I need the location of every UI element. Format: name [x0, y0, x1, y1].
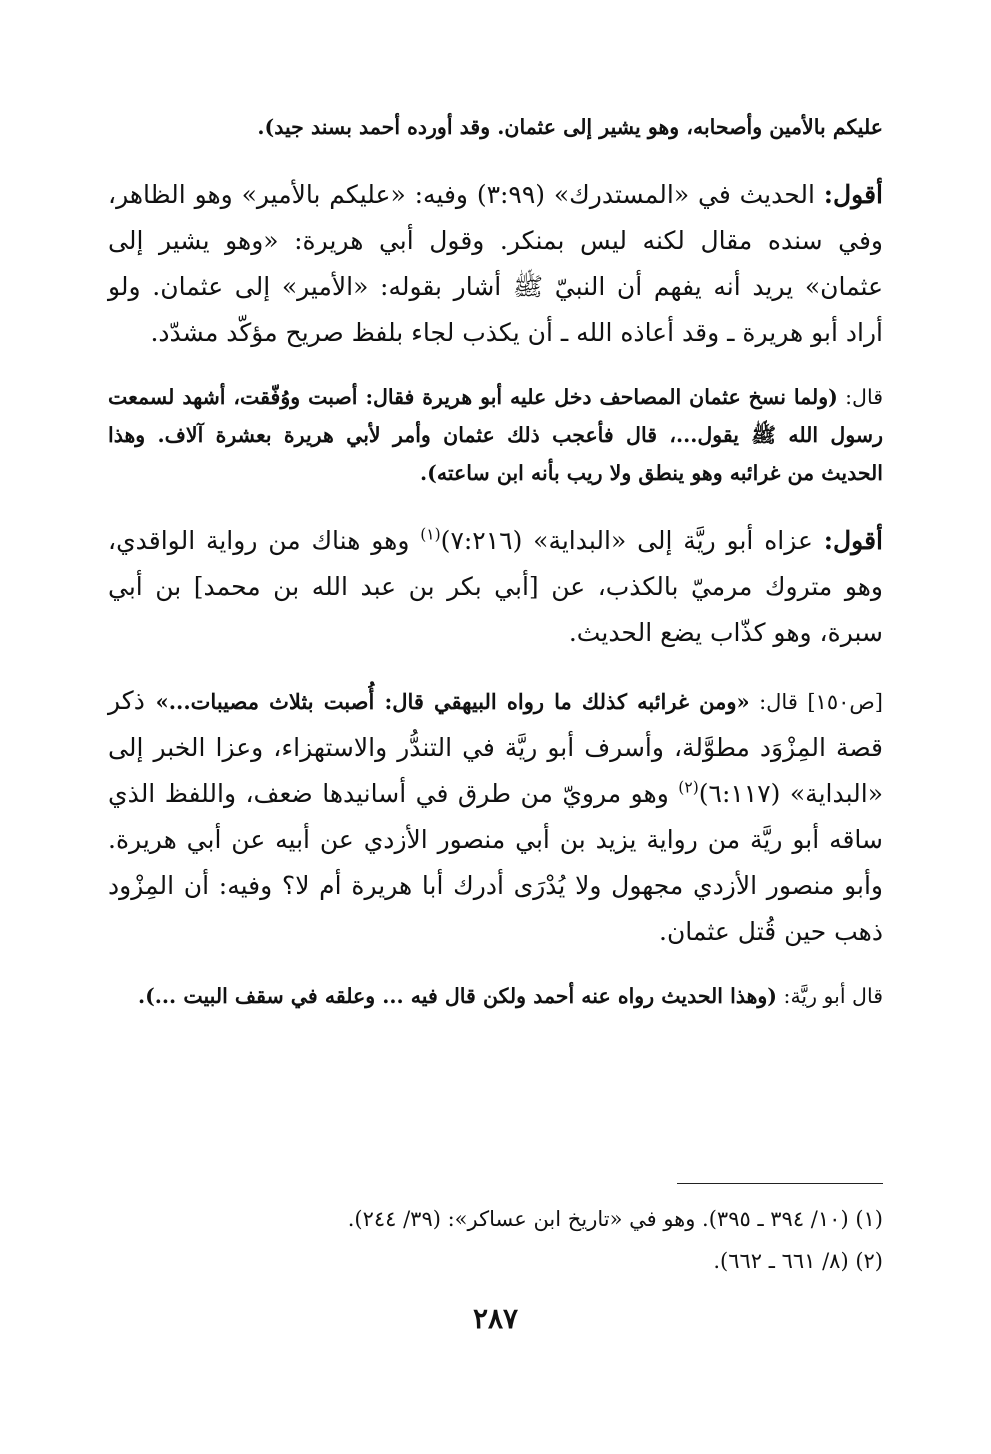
- footnote-ref-1: (١): [420, 525, 441, 544]
- footnotes: [108, 1198, 883, 1282]
- page-ref-intro: [ص١٥٠] قال:: [749, 690, 883, 714]
- paragraph-text: الحديث في «المستدرك» (٣:٩٩) وفيه: «عليكم بالأمير» وهو الظاهر، وفي سنده مقال لكنه ليس بمنكر. وقول أبي هريرة: «وهو يشير إلى عثمان» يريد أنه يفهم أن النبيّ ﷺ أشار بقوله: «الأمير» إلى عثمان. ولو أراد أبو هريرة ـ وقد أعاذه الله ـ أن يكذب لجاء بلفظ صريح مؤكّد مشدّد.: [108, 180, 883, 347]
- paragraph-text: (ولما نسخ عثمان المصاحف دخل عليه أبو هريرة فقال: أصبت ووُفّقت، أشهد لسمعت رسول الله ﷺ يقول...، قال فأعجب ذلك عثمان وأمر لأبي هريرة بعشرة آلاف. وهذا الحديث من غرائبه وهو ينطق ولا ريب بأنه ابن ساعته).: [108, 385, 883, 485]
- paragraph-commentary-1: [108, 172, 883, 356]
- paragraph-lead-word: أقول:: [823, 526, 883, 555]
- paragraph-text: (وهذا الحديث رواه عنه أحمد ولكن قال فيه ... وعلقه في سقف البيت ...).: [137, 984, 778, 1008]
- paragraph-text-after: وهو مرويّ من طرق في أسانيدها ضعف، واللفظ الذي ساقه أبو ريَّة من رواية يزيد بن أبي منصور الأزدي عن أبيه عن أبي هريرة. وأبو منصور الأزدي مجهول ولا يُدْرَى أدرك أبا هريرة أم لا؟ وفيه: أن المِزْود ذهب حين قُتل عثمان.: [108, 779, 883, 946]
- paragraph-commentary-3: [108, 678, 883, 955]
- paragraph-text: عليكم بالأمين وأصحابه، وهو يشير إلى عثمان. وقد أورده أحمد بسند جيد).: [257, 115, 883, 139]
- footnote-2: (٢) (٨/ ٦٦١ ـ ٦٦٢).: [713, 1249, 883, 1273]
- paragraph-quote-2: [108, 378, 883, 492]
- paragraph-commentary-2: [108, 518, 883, 656]
- paragraph-text-after: وهو هناك من رواية الواقدي، وهو متروك مرميّ بالكذب، عن [أبي بكر بن عبد الله بن محمد] بن أبي سبرة، وهو كذّاب يضع الحديث.: [108, 526, 883, 647]
- quote-intro: قال أبو ريَّة:: [777, 984, 883, 1008]
- paragraph-lead-word: أقول:: [823, 180, 883, 209]
- page-number: ٢٨٧: [472, 1302, 519, 1335]
- paragraph-text-before: عزاه أبو ريَّة إلى «البداية» (٧:٢١٦): [440, 526, 824, 555]
- footnote-ref-2: (٢): [678, 778, 699, 797]
- paragraph-quote-3: [108, 977, 883, 1015]
- paragraph-quote-continuation: [108, 108, 883, 146]
- footnote-1: (١) (١٠/ ٣٩٤ ـ ٣٩٥). وهو في «تاريخ ابن عساكر»: (٣٩/ ٢٤٤).: [347, 1207, 883, 1231]
- footnote-separator: [677, 1183, 883, 1184]
- quoted-text: «ومن غرائبه كذلك ما رواه البيهقي قال: أُصبت بثلاث مصيبات...»: [155, 689, 750, 714]
- paragraph-text-before: ذكر قصة المِزْوَد مطوَّلة، وأسرف أبو ريَّة في التندُّر والاستهزاء، وعزا الخبر إلى «البداية» (٦:١١٧): [108, 686, 884, 808]
- quote-intro: قال:: [837, 385, 883, 409]
